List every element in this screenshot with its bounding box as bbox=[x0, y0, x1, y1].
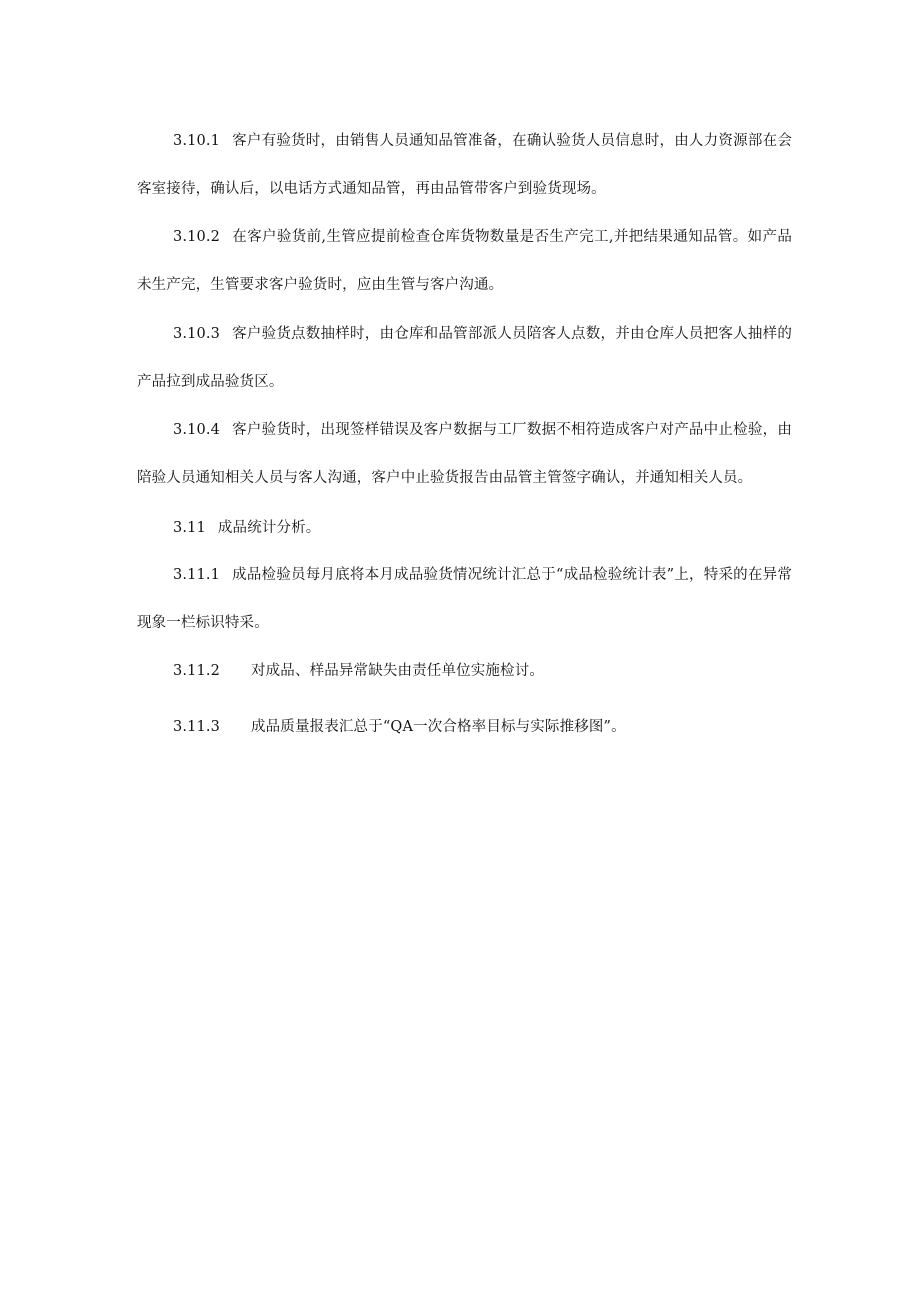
section-text: 客户验货时，出现签样错误及客户数据与工厂数据不相符造成客户对产品中止检验，由陪验人员通知相关人员与客人沟通，客户中止验货报告由品管主管签字确认，并通知相关人员。 bbox=[137, 422, 792, 486]
section-text: 客户有验货时，由销售人员通知品管准备，在确认验货人员信息时，由人力资源部在会客室接待，确认后，以电话方式通知品管，再由品管带客户到验货现场。 bbox=[137, 133, 792, 197]
section-3-11 bbox=[137, 518, 792, 538]
section-number: 3.10.3 bbox=[173, 326, 221, 342]
section-number: 3.10.1 bbox=[173, 133, 221, 149]
section-number: 3.10.4 bbox=[173, 422, 221, 438]
section-3-11-1 bbox=[137, 551, 792, 647]
section-3-10-1 bbox=[137, 117, 792, 213]
section-3-11-2 bbox=[137, 661, 792, 681]
section-number: 3.10.2 bbox=[173, 229, 221, 245]
section-text: 在客户验货前,生管应提前检查仓库货物数量是否生产完工,并把结果通知品管。如产品未生产完，生管要求客户验货时，应由生管与客户沟通。 bbox=[137, 229, 792, 293]
section-3-10-3 bbox=[137, 310, 792, 406]
section-text: 成品统计分析。 bbox=[217, 520, 321, 536]
section-3-11-3 bbox=[137, 717, 792, 737]
section-number: 3.11 bbox=[173, 520, 206, 536]
section-text: 成品检验员每月底将本月成品验货情况统计汇总于“成品检验统计表”上，特采的在异常现象一栏标识特采。 bbox=[137, 567, 792, 631]
section-text: 客户验货点数抽样时，由仓库和品管部派人员陪客人点数，并由仓库人员把客人抽样的产品拉到成品验货区。 bbox=[137, 326, 792, 390]
section-number: 3.11.2 bbox=[173, 663, 221, 679]
section-text: 成品质量报表汇总于“QA一次合格率目标与实际推移图”。 bbox=[251, 719, 626, 735]
section-number: 3.11.3 bbox=[173, 719, 221, 735]
section-3-10-4 bbox=[137, 406, 792, 502]
section-number: 3.11.1 bbox=[173, 567, 221, 583]
section-text: 对成品、样品异常缺失由责任单位实施检讨。 bbox=[251, 663, 544, 679]
section-3-10-2 bbox=[137, 213, 792, 309]
